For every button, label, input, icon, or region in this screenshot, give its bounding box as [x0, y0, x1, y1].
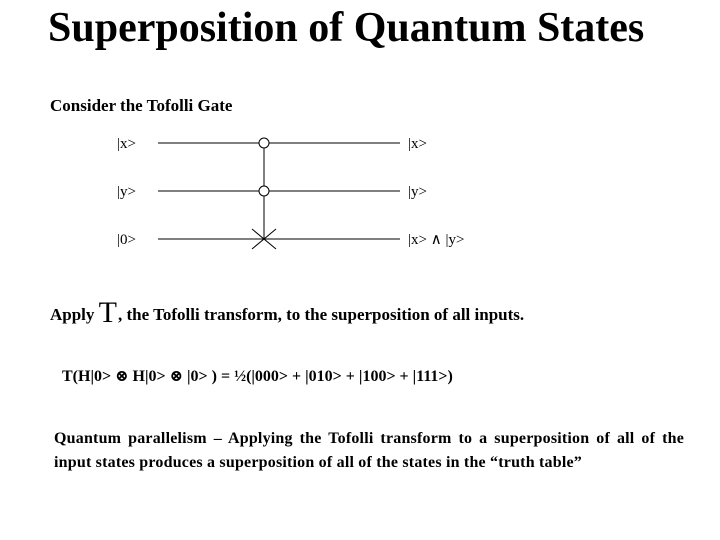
explanation-text: Quantum parallelism – Applying the Tofolli transform to a superposition of all of the input states produces a superposition of all of the states in the “truth table”	[54, 430, 684, 471]
apply-rest: , the Tofolli transform, to the superposition of all inputs.	[118, 305, 525, 324]
control-dot-x	[259, 138, 269, 148]
output-label-y: |y>	[408, 184, 427, 200]
input-label-y: |y>	[117, 184, 136, 200]
slide-title: Superposition of Quantum States	[48, 5, 645, 51]
apply-text	[50, 296, 524, 330]
input-label-zero: |0>	[117, 232, 136, 248]
output-label-and: |x> ∧ |y>	[408, 232, 465, 248]
apply-prefix: Apply	[50, 305, 99, 324]
intro-text: Consider the Tofolli Gate	[50, 96, 233, 115]
input-label-x: |x>	[117, 136, 136, 152]
transform-symbol: T	[98, 296, 117, 329]
control-dot-y	[259, 186, 269, 196]
superposition-equation: T(H|0> ⊗ H|0> ⊗ |0> ) = ½(|000> + |010> + |100> + |111>)	[62, 368, 453, 385]
output-label-x: |x>	[408, 136, 427, 152]
